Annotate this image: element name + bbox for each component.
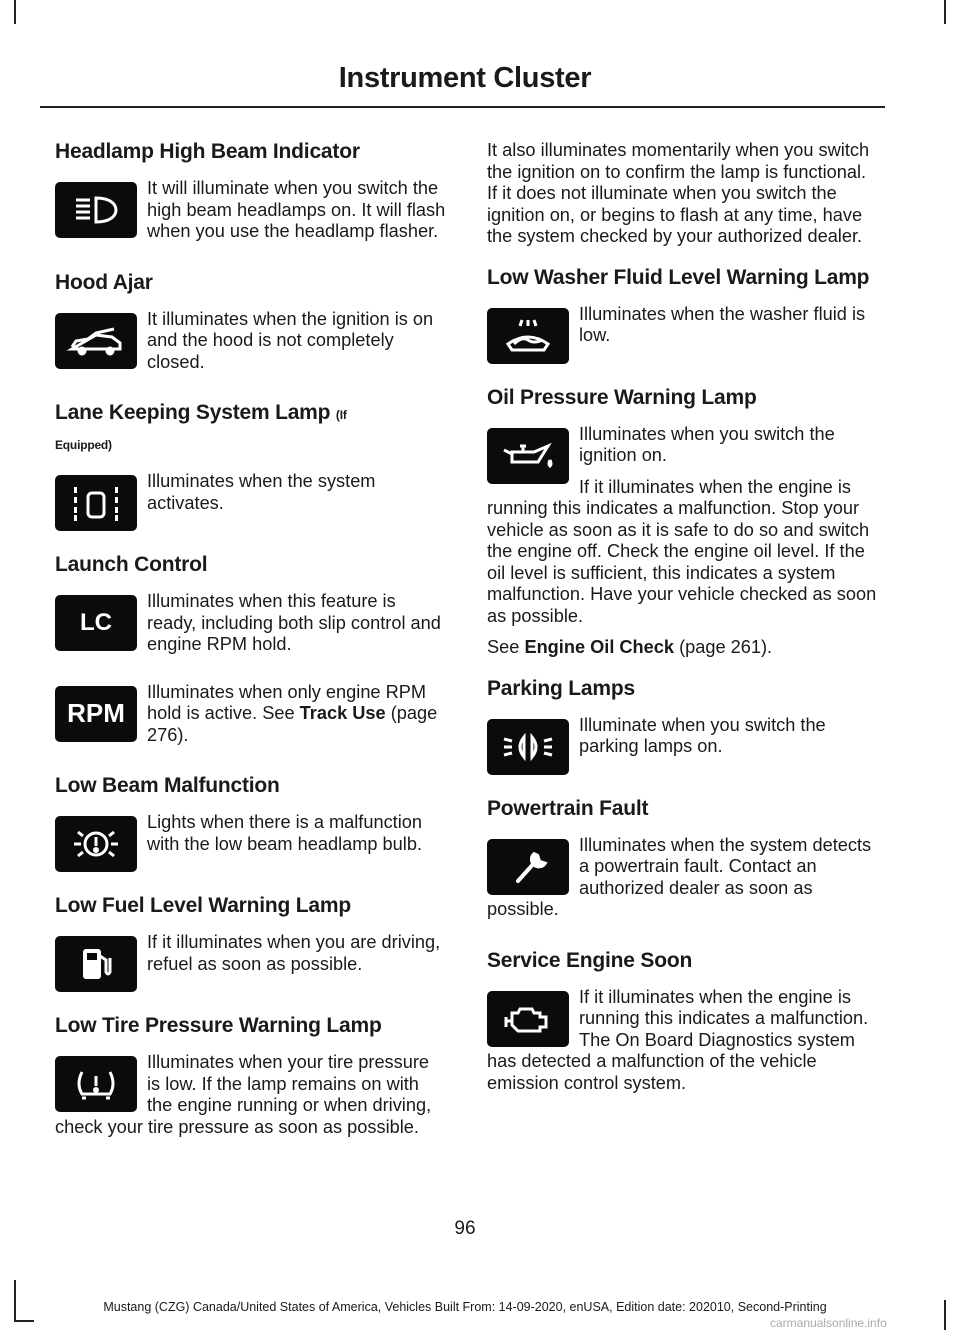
section-service-engine	[487, 949, 879, 1105]
indicator-entry	[55, 591, 447, 666]
see-reference	[487, 637, 879, 659]
text: Illuminates when only engine RPM hold is active. See	[147, 681, 427, 723]
section-parking	[487, 677, 879, 779]
indicator-entry	[487, 835, 879, 931]
heading-suffix-2: Equipped)	[55, 438, 112, 452]
page-title: Instrument Cluster	[338, 62, 592, 94]
wrench-icon	[487, 839, 569, 895]
crop-mark	[14, 1320, 34, 1322]
watermark: carmanualsonline.info	[770, 1316, 887, 1330]
section-heading: Hood Ajar	[55, 270, 153, 294]
icon-label: RPM	[67, 698, 125, 728]
description: Illuminate when you switch the parking lamps on.	[579, 714, 826, 756]
oil-can-icon	[487, 428, 569, 484]
section-heading: Launch Control	[55, 553, 208, 576]
left-column	[55, 140, 447, 1156]
indicator-entry	[55, 309, 447, 384]
page-reference: (page 261).	[679, 637, 773, 657]
section-heading: Low Fuel Level Warning Lamp	[55, 894, 352, 917]
cross-reference-link[interactable]: Engine Oil Check	[524, 637, 675, 657]
indicator-entry	[487, 424, 879, 659]
indicator-entry	[55, 1052, 447, 1138]
cross-reference-link[interactable]: Track Use	[299, 703, 386, 723]
footer: Mustang (CZG) Canada/United States of America, Vehicles Built From: 14-09-2020, enUSA, Edition date: 202010, Second-Printing	[103, 1300, 827, 1314]
description: It will illuminate when you switch the high beam headlamps on. It will flash when you use the headlamp flasher.	[147, 178, 446, 241]
low-beam-malfunction-icon	[55, 816, 137, 872]
section-powertrain	[487, 797, 879, 931]
description: Illuminates when the system detects a powertrain fault. Contact an authorized dealer as soon as possible.	[487, 834, 872, 919]
section-launch-control	[55, 553, 447, 756]
description: If it illuminates when the engine is running this indicates a malfunction. The On Board Diagnostics system has detected a malfunction of the vehicle emission control system.	[487, 986, 869, 1093]
right-column	[487, 140, 879, 1122]
washer-fluid-icon	[487, 308, 569, 364]
description: It also illuminates momentarily when you switch the ignition on to confirm the lamp is functional. If it does not illuminate when you switch the ignition on, or begins to flash at any time, have the system checked by your authorized dealer.	[487, 140, 870, 246]
launch-control-rpm-icon	[55, 686, 137, 742]
crop-mark	[944, 1300, 946, 1330]
heading-text: Lane Keeping System Lamp	[55, 401, 331, 424]
indicator-entry	[487, 987, 879, 1105]
section-low-tire	[55, 1014, 447, 1138]
section-oil	[487, 386, 879, 659]
description: Illuminates when you switch the ignition on.	[579, 423, 835, 465]
section-heading: Powertrain Fault	[487, 796, 649, 820]
parking-lamps-icon	[487, 719, 569, 775]
check-engine-icon	[487, 991, 569, 1047]
indicator-entry	[55, 932, 447, 996]
page-reference: (page 276).	[147, 703, 438, 745]
indicator-entry	[55, 812, 447, 876]
indicator-entry	[487, 715, 879, 779]
section-heading: Low Beam Malfunction	[55, 774, 280, 797]
fuel-pump-icon	[55, 936, 137, 992]
section-heading	[55, 401, 447, 457]
icon-label: LC	[80, 609, 112, 636]
section-hood-ajar	[55, 271, 447, 384]
text: See	[487, 637, 520, 657]
section-low-beam	[55, 774, 447, 876]
section-heading: Service Engine Soon	[487, 948, 693, 972]
description: If it illuminates when the engine is running this indicates a malfunction. Stop your vehicle as soon as it is safe to do so and switch the engine off. Check the engine oil level. If the oil level is sufficient, this indicates a system malfunction. Have your vehicle checked as soon as possible.	[487, 476, 877, 626]
description: Illuminates when the system activates.	[147, 471, 376, 513]
description: Illuminates when the washer fluid is low.	[579, 303, 866, 345]
description: It illuminates when the ignition is on and the hood is not completely closed.	[147, 308, 434, 372]
description: If it illuminates when you are driving, refuel as soon as possible.	[147, 932, 441, 974]
section-high-beam	[55, 140, 447, 253]
section-intro	[487, 140, 879, 248]
page-number: 96	[454, 1218, 476, 1239]
indicator-entry	[55, 682, 447, 757]
crop-mark	[944, 0, 946, 24]
high-beam-icon	[55, 182, 137, 238]
heading-suffix: (If	[335, 408, 347, 422]
section-heading: Headlamp High Beam Indicator	[55, 140, 360, 163]
section-lane-keeping	[55, 401, 447, 535]
section-heading: Low Tire Pressure Warning Lamp	[55, 1014, 382, 1037]
launch-control-lc-icon	[55, 595, 137, 651]
crop-mark	[14, 0, 16, 24]
lane-keeping-icon	[55, 475, 137, 531]
hood-ajar-icon	[55, 313, 137, 369]
section-low-fuel	[55, 894, 447, 996]
header-divider	[40, 106, 885, 108]
description: Illuminates when this feature is ready, including both slip control and engine RPM hold.	[147, 591, 441, 654]
section-heading: Oil Pressure Warning Lamp	[487, 385, 757, 409]
indicator-entry	[487, 304, 879, 368]
tire-pressure-icon	[55, 1056, 137, 1112]
section-heading: Parking Lamps	[487, 676, 635, 700]
section-washer	[487, 266, 879, 368]
indicator-entry	[55, 471, 447, 535]
indicator-entry	[55, 178, 447, 253]
description: Illuminates when your tire pressure is low. If the lamp remains on with the engine running or when driving, check your tire pressure as soon as possible.	[55, 1052, 432, 1137]
section-heading: Low Washer Fluid Level Warning Lamp	[487, 265, 870, 289]
description: Lights when there is a malfunction with the low beam headlamp bulb.	[147, 812, 422, 854]
